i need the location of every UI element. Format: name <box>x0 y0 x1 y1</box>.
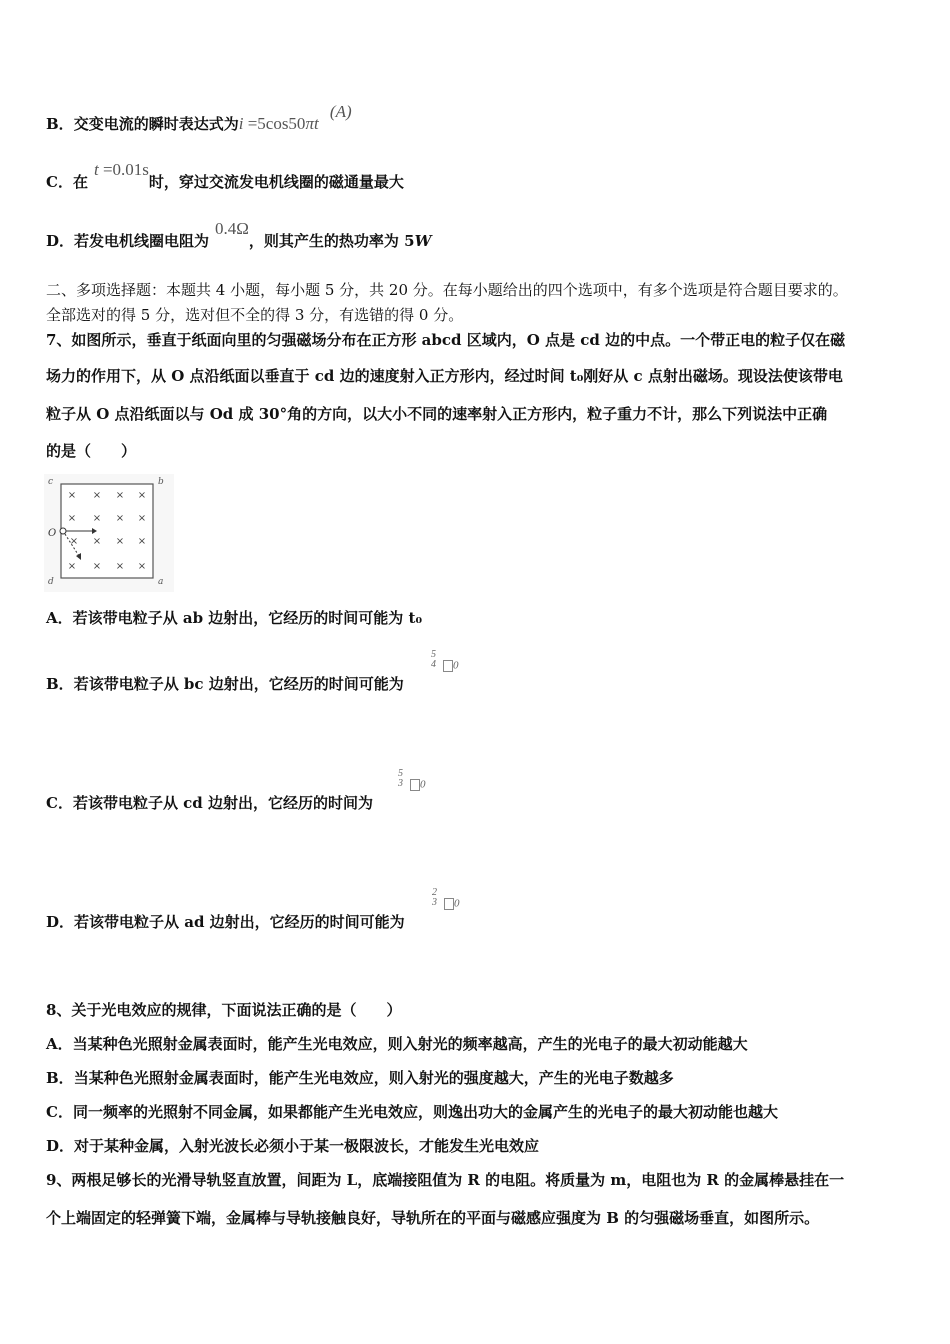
option-text: 若该带电粒子从 bc 边射出，它经历的时间可能为 <box>73 675 404 693</box>
formula-i: i <box>238 114 244 133</box>
q7-option-b-t-symbol <box>441 660 459 672</box>
option-label: B． <box>46 675 74 693</box>
denominator: 3 <box>398 778 403 789</box>
missing-glyph-box <box>410 779 420 791</box>
q6-option-c <box>46 160 404 192</box>
option-label: B． <box>46 115 74 133</box>
denominator: 4 <box>431 659 436 670</box>
section-heading-line2: 全部选对的得 5 分，选对但不全的得 3 分，有选错的得 0 分。 <box>46 306 464 324</box>
point-o <box>60 528 66 534</box>
denominator: 3 <box>432 897 437 908</box>
q9-stem-line1: 9、两根足够长的光滑导轨竖直放置，间距为 L，底端接阻值为 R 的电阻。将质量为 m，电阻也为 R 的金属棒悬挂在一 <box>46 1171 845 1189</box>
option-label: C． <box>46 1103 73 1121</box>
numerator: 5 <box>398 768 403 779</box>
label-b: b <box>158 477 164 487</box>
option-text: 当某种色光照射金属表面时，能产生光电效应，则入射光的频率越高，产生的光电子的最大初动能越大 <box>72 1035 748 1053</box>
field-mark: × <box>137 490 147 501</box>
q8-stem: 8、关于光电效应的规律，下面说法正确的是（ ） <box>46 1001 402 1019</box>
option-text: 当某种色光照射金属表面时，能产生光电效应，则入射光的强度越大，产生的光电子数越多 <box>73 1069 674 1087</box>
numerator: 2 <box>432 887 437 898</box>
field-mark: × <box>67 490 77 501</box>
label-c: c <box>48 477 54 487</box>
label-d: d <box>48 577 54 587</box>
q7-stem-line3: 粒子从 O 点沿纸面以与 Od 成 30°角的方向，以大小不同的速率射入正方形内，粒子重力不计，那么下列说法中正确 <box>46 405 828 423</box>
subscript-zero: 0 <box>454 897 460 910</box>
option-text: 同一频率的光照射不同金属，如果都能产生光电效应，则逸出功大的金属产生的光电子的最大初动能也越大 <box>72 1103 778 1121</box>
magnetic-field-square-figure <box>44 474 174 592</box>
field-mark: × <box>115 536 125 547</box>
q7-option-d <box>46 912 405 932</box>
formula-rest: =5cos50 <box>243 114 306 133</box>
field-mark: × <box>67 561 77 572</box>
option-text: 若发电机线圈电阻为 <box>74 232 210 250</box>
option-label: D． <box>46 1137 75 1155</box>
field-mark: × <box>137 513 147 524</box>
option-label: C． <box>46 794 73 812</box>
label-a: a <box>158 577 164 587</box>
numerator: 5 <box>431 649 436 660</box>
option-text: 交变电流的瞬时表达式为 <box>73 115 239 133</box>
option-post: ，则其产生的热功率为 5 <box>248 232 415 250</box>
q7-option-d-fraction <box>432 888 437 908</box>
q7-stem-line4: 的是（ ） <box>46 442 137 460</box>
q7-stem-line2: 场力的作用下，从 O 点沿纸面以垂直于 cd 边的速度射入正方形内，经过时间 t₀刚好从 c 点射出磁场。现设法使该带电 <box>46 367 843 385</box>
option-label: D． <box>46 913 75 931</box>
q8-option-b <box>46 1068 674 1088</box>
q7-option-c-t-symbol <box>408 779 426 791</box>
missing-glyph-box <box>443 660 453 672</box>
q7-option-a <box>46 608 422 628</box>
subscript-zero: 0 <box>453 659 459 672</box>
q7-option-c <box>46 793 373 813</box>
field-mark: × <box>67 513 77 524</box>
option-label: C． <box>46 173 73 191</box>
label-o: O <box>48 528 57 539</box>
field-mark: × <box>115 561 125 572</box>
field-mark: × <box>92 513 102 524</box>
option-text: 若该带电粒子从 cd 边射出，它经历的时间为 <box>72 794 374 812</box>
q7-stem-line1: 7、如图所示，垂直于纸面向里的匀强磁场分布在正方形 abcd 区域内，O 点是 cd 边的中点。一个带正电的粒子仅在磁 <box>46 331 846 349</box>
q6-option-b <box>46 102 352 134</box>
section-heading-line1: 二、多项选择题：本题共 4 小题，每小题 5 分，共 20 分。在每小题给出的四个选项中，有多个选项是符合题目要求的。 <box>46 281 848 299</box>
option-unit: W <box>414 232 432 250</box>
subscript-zero: 0 <box>420 778 426 791</box>
q9-stem-line2: 个上端固定的轻弹簧下端，金属棒与导轨接触良好，导轨所在的平面与磁感应强度为 B 的匀强磁场垂直，如图所示。 <box>46 1209 820 1227</box>
q8-option-a <box>46 1034 748 1054</box>
option-pre: 在 <box>72 173 88 191</box>
field-mark: × <box>69 536 79 547</box>
formula-t: t <box>93 160 99 179</box>
field-mark: × <box>92 561 102 572</box>
missing-glyph-box <box>444 898 454 910</box>
q8-option-d <box>46 1136 539 1156</box>
field-mark: × <box>115 490 125 501</box>
formula-pi: πt <box>305 114 319 133</box>
option-text: 若该带电粒子从 ad 边射出，它经历的时间可能为 <box>74 913 405 931</box>
formula-rest: =0.01s <box>98 160 149 179</box>
option-label: B． <box>46 1069 74 1087</box>
formula-unit: (A) <box>329 102 352 121</box>
option-label: D． <box>46 232 75 250</box>
q8-option-c <box>46 1102 778 1122</box>
option-text: 若该带电粒子从 ab 边射出，它经历的时间可能为 t₀ <box>72 609 423 627</box>
field-mark: × <box>92 536 102 547</box>
formula-resistance: 0.4Ω <box>215 219 249 238</box>
field-mark: × <box>92 490 102 501</box>
q7-option-b <box>46 674 404 694</box>
option-text: 对于某种金属，入射光波长必须小于某一极限波长，才能发生光电效应 <box>74 1137 540 1155</box>
option-label: A． <box>46 609 73 627</box>
q6-option-d <box>46 219 432 251</box>
option-label: A． <box>46 1035 73 1053</box>
q7-option-d-t-symbol <box>442 898 460 910</box>
option-text: 时，穿过交流发电机线圈的磁通量最大 <box>148 173 404 191</box>
q7-option-c-fraction <box>398 769 403 789</box>
field-mark: × <box>137 561 147 572</box>
field-mark: × <box>137 536 147 547</box>
q7-option-b-fraction <box>431 650 436 670</box>
field-mark: × <box>115 513 125 524</box>
